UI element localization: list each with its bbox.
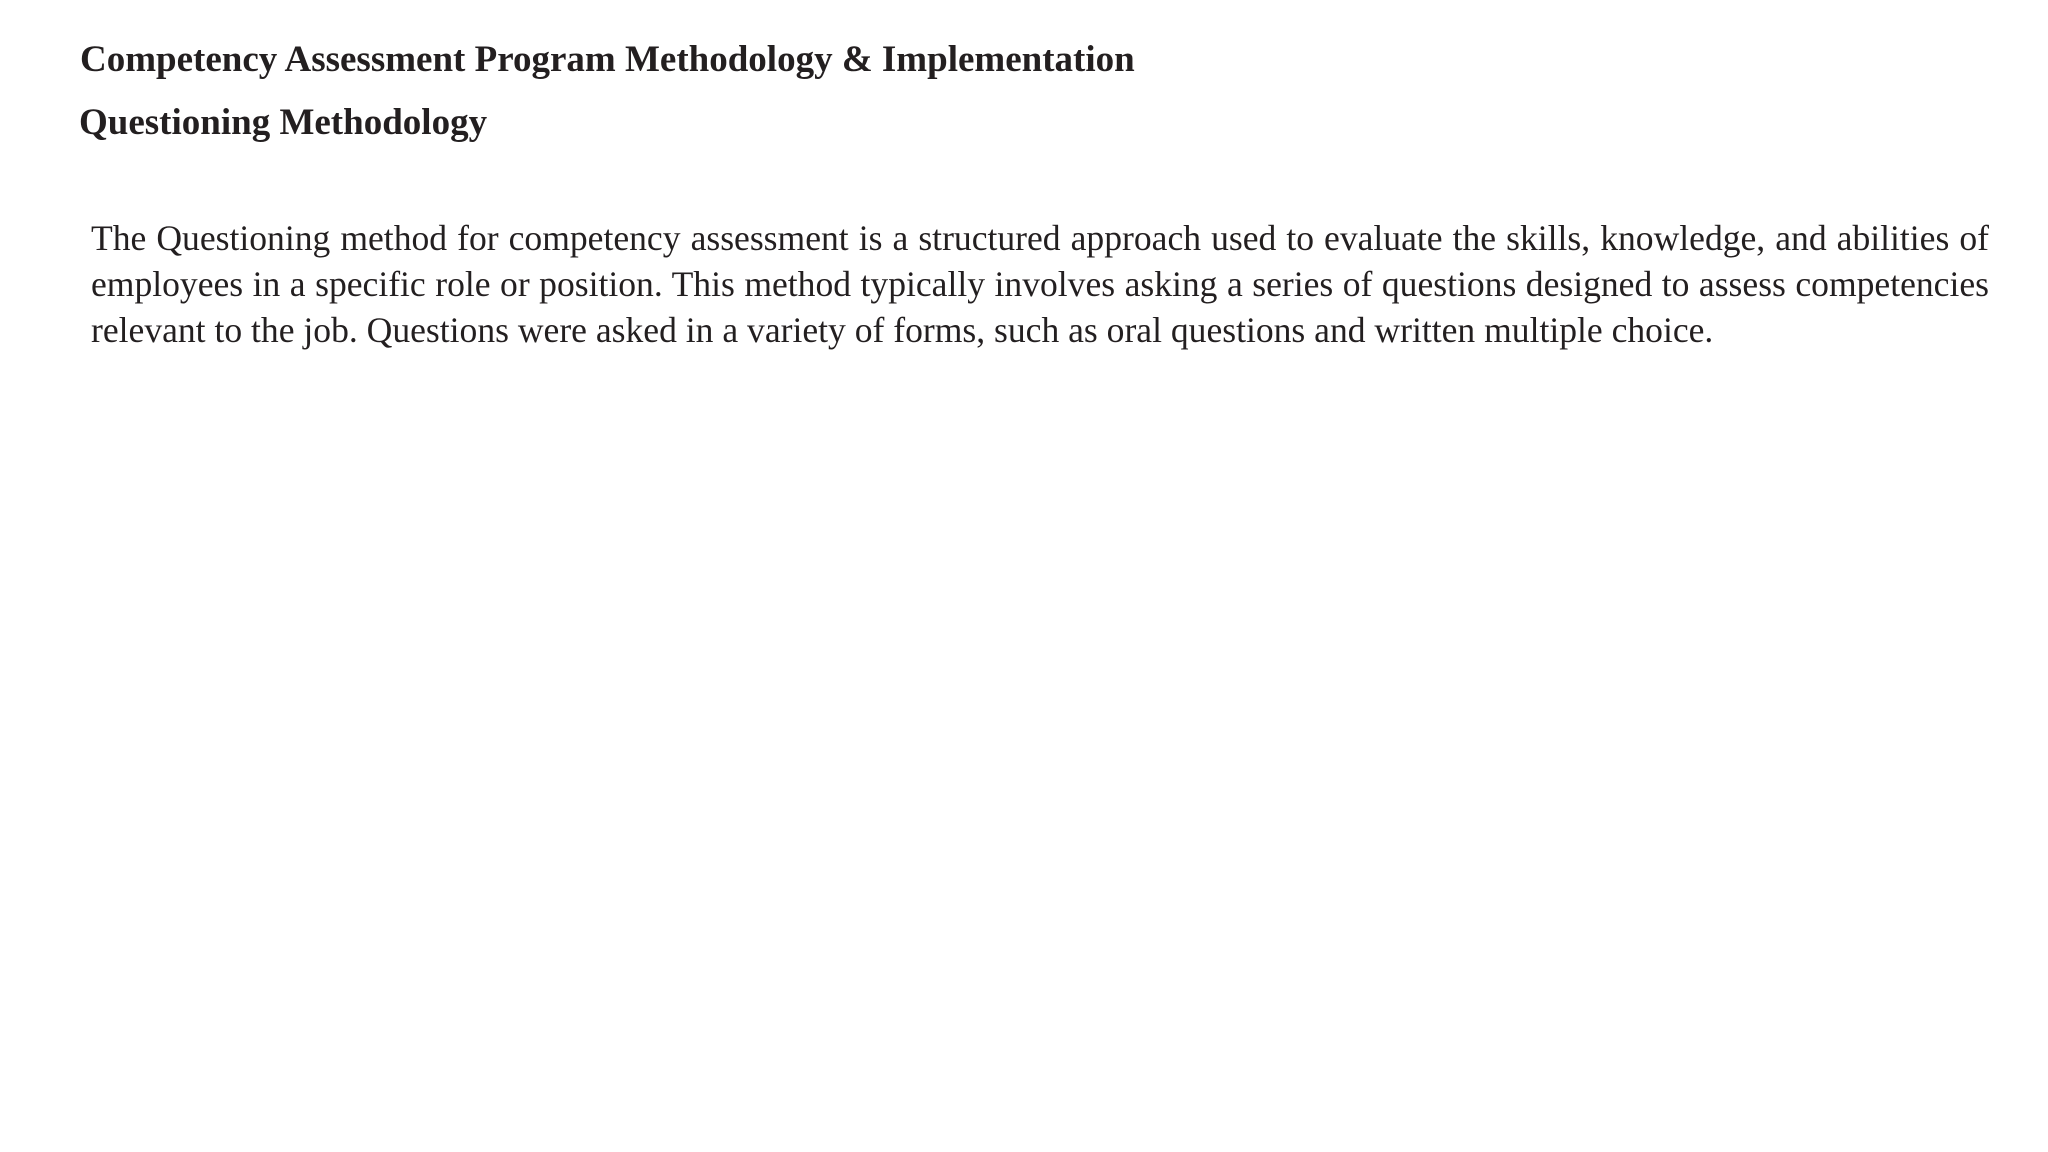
document-title: Competency Assessment Program Methodology & Implementation	[80, 39, 1135, 80]
body-paragraph: The Questioning method for competency assessment is a structured approach used to evaluate the skills, knowledge, and abilities of employees in a specific role or position. This method typically involves asking a series of questions designed to assess competencies relevant to the job. Questions were asked in a variety of forms, such as oral questions and written multiple choice.	[91, 218, 1989, 350]
section-heading: Questioning Methodology	[79, 102, 488, 143]
